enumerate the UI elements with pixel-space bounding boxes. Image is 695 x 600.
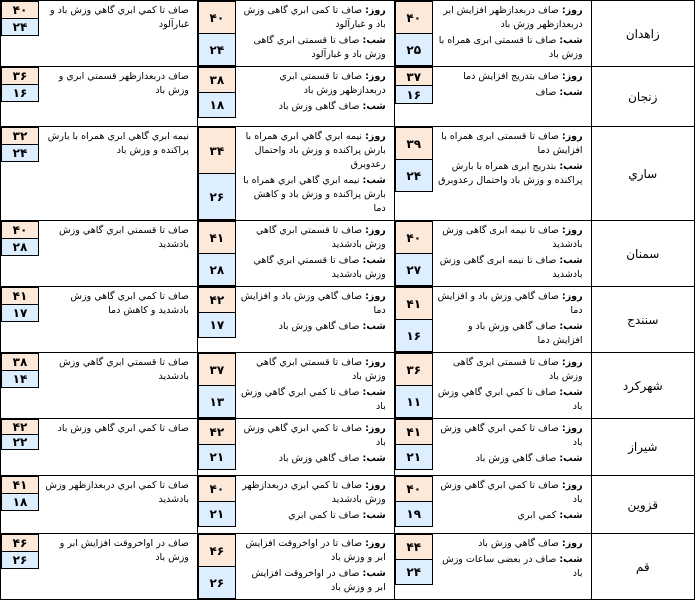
day-label: روز: bbox=[561, 357, 583, 368]
night-text: صاف تا کمي ابري bbox=[288, 510, 360, 521]
city-name: قم bbox=[591, 534, 694, 600]
temperature-pair bbox=[1, 1, 39, 36]
day-text: صاف گاهي وزش باد و افزایش دما bbox=[240, 291, 386, 316]
night-label: شب: bbox=[362, 101, 386, 112]
max-temperature: ۴۲ bbox=[198, 287, 236, 313]
night-label: شب: bbox=[559, 35, 583, 46]
max-temperature: ۴۴ bbox=[395, 534, 433, 560]
temperature-pair bbox=[198, 476, 236, 527]
day-label: روز: bbox=[365, 480, 386, 491]
night-label: شب: bbox=[362, 35, 386, 46]
day2-forecast bbox=[197, 1, 394, 67]
day-text: صاف تا کمي ابري گاهي وزش باد bbox=[243, 423, 386, 448]
day-label: روز: bbox=[365, 131, 386, 142]
night-text: صاف در اواخروقت افزایش ابر و وزش باد bbox=[251, 568, 386, 593]
day-text: صاف تا قسمتي ابري گاهي وزش بادشدید bbox=[256, 225, 386, 250]
min-temperature: ۱۸ bbox=[1, 494, 39, 511]
night-text: صاف تا نیمه ابری گاهی وزش بادشدید bbox=[439, 255, 583, 280]
temperature-pair bbox=[1, 287, 39, 322]
max-temperature: ۴۰ bbox=[395, 476, 433, 502]
max-temperature: ۴۰ bbox=[1, 1, 39, 19]
night-text: صاف تا قسمتی ابري گاهی وزش باد و غبارآلود bbox=[253, 35, 386, 60]
day-text: صاف تا قسمتی ابری همراه با افزایش دما bbox=[441, 131, 583, 156]
max-temperature: ۳۲ bbox=[1, 127, 39, 145]
day3-forecast bbox=[1, 419, 198, 476]
day3-forecast bbox=[1, 287, 198, 353]
min-temperature: ۲۶ bbox=[198, 174, 236, 220]
night-label: شب: bbox=[362, 510, 386, 521]
night-label: شب: bbox=[362, 321, 386, 332]
day3-description bbox=[39, 534, 197, 569]
min-temperature: ۲۱ bbox=[198, 502, 236, 527]
table-row bbox=[1, 67, 695, 127]
day2-description bbox=[236, 534, 394, 599]
temperature-pair bbox=[1, 476, 39, 511]
temperature-pair bbox=[1, 353, 39, 388]
day-label: روز: bbox=[365, 5, 386, 16]
min-temperature: ۱۶ bbox=[395, 86, 433, 104]
day3-text: صاف تا قسمتي ابري گاهي وزش بادشدید bbox=[59, 225, 189, 250]
day2-forecast bbox=[197, 221, 394, 287]
max-temperature: ۴۶ bbox=[198, 534, 236, 567]
min-temperature: ۲۱ bbox=[395, 445, 433, 470]
day1-description bbox=[433, 287, 591, 352]
min-temperature: ۲۴ bbox=[395, 560, 433, 585]
day-text: صاف تا کمي ابري گاهي وزش باد bbox=[440, 423, 583, 448]
min-temperature: ۱۳ bbox=[198, 386, 236, 418]
day3-description bbox=[39, 67, 197, 102]
temperature-pair bbox=[1, 67, 39, 102]
day3-forecast bbox=[1, 353, 198, 419]
max-temperature: ۴۱ bbox=[395, 287, 433, 320]
night-label: شب: bbox=[559, 453, 583, 464]
day3-description bbox=[39, 127, 197, 162]
temperature-pair bbox=[395, 353, 433, 418]
day-text: صاف گاهي وزش باد bbox=[478, 538, 559, 549]
min-temperature: ۱۹ bbox=[395, 502, 433, 527]
day-label: روز: bbox=[365, 357, 386, 368]
day-label: روز: bbox=[365, 225, 386, 236]
day-label: روز: bbox=[365, 423, 386, 434]
city-name: سنندج bbox=[591, 287, 694, 353]
night-label: شب: bbox=[559, 321, 583, 332]
day2-description bbox=[236, 353, 394, 418]
day1-forecast bbox=[394, 476, 591, 534]
night-label: شب: bbox=[559, 554, 583, 565]
night-text: صاف تا کمي ابري گاهي وزش باد bbox=[437, 387, 583, 412]
day-text: صاف تا قسمتی ابري دربعدازظهر وزش باد bbox=[279, 71, 386, 96]
min-temperature: ۱۶ bbox=[395, 320, 433, 352]
day2-forecast bbox=[197, 419, 394, 476]
day-label: روز: bbox=[561, 225, 583, 236]
temperature-pair bbox=[395, 476, 433, 527]
min-temperature: ۱۶ bbox=[1, 85, 39, 102]
day1-forecast bbox=[394, 127, 591, 221]
max-temperature: ۳۴ bbox=[198, 127, 236, 174]
night-text: صاف گاهي وزش باد bbox=[278, 321, 360, 332]
day1-forecast bbox=[394, 287, 591, 353]
day2-description bbox=[236, 476, 394, 527]
table-row bbox=[1, 476, 695, 534]
day-label: روز: bbox=[365, 291, 386, 302]
day3-forecast bbox=[1, 534, 198, 600]
day3-forecast bbox=[1, 127, 198, 221]
day-label: روز: bbox=[561, 480, 583, 491]
day2-forecast bbox=[197, 534, 394, 600]
temperature-pair bbox=[1, 534, 39, 569]
max-temperature: ۳۸ bbox=[1, 353, 39, 371]
temperature-pair bbox=[198, 221, 236, 286]
min-temperature: ۲۸ bbox=[198, 254, 236, 286]
day3-text: صاف تا قسمتي ابري گاهي وزش بادشدید bbox=[59, 357, 189, 382]
city-name: سمنان bbox=[591, 221, 694, 287]
day1-description bbox=[433, 1, 591, 66]
day3-forecast bbox=[1, 476, 198, 534]
temperature-pair bbox=[395, 419, 433, 470]
night-label: شب: bbox=[559, 387, 583, 398]
table-row bbox=[1, 419, 695, 476]
day-label: روز: bbox=[365, 538, 386, 549]
temperature-pair bbox=[395, 127, 433, 192]
day3-forecast bbox=[1, 1, 198, 67]
day3-text: صاف تا کمي ابري دربعدازظهر وزش بادشدید bbox=[45, 480, 189, 505]
day-label: روز: bbox=[561, 131, 583, 142]
day-text: صاف بتدریج افزایش دما bbox=[463, 71, 559, 82]
max-temperature: ۴۲ bbox=[1, 419, 39, 435]
max-temperature: ۴۱ bbox=[198, 221, 236, 254]
day-text: صاف تا در اواخروقت افزایش ابر و وزش باد bbox=[245, 538, 386, 563]
day-text: صاف تا کمی ابري گاهی وزش باد و غبارآلود bbox=[243, 5, 386, 30]
day1-forecast bbox=[394, 221, 591, 287]
temperature-pair bbox=[198, 127, 236, 220]
city-name: شیراز bbox=[591, 419, 694, 476]
day1-forecast bbox=[394, 1, 591, 67]
max-temperature: ۴۶ bbox=[1, 534, 39, 552]
max-temperature: ۴۰ bbox=[395, 221, 433, 254]
day2-description bbox=[236, 1, 394, 66]
temperature-pair bbox=[395, 534, 433, 585]
day3-description bbox=[39, 287, 197, 322]
day1-forecast bbox=[394, 353, 591, 419]
night-label: شب: bbox=[362, 568, 386, 579]
day1-description bbox=[433, 419, 591, 470]
day3-description bbox=[39, 1, 197, 36]
night-text: صاف تا قسمتي ابري گاهي وزش بادشدید bbox=[253, 255, 386, 280]
max-temperature: ۳۹ bbox=[395, 127, 433, 160]
temperature-pair bbox=[395, 1, 433, 66]
min-temperature: ۲۴ bbox=[395, 160, 433, 192]
day-label: روز: bbox=[561, 423, 583, 434]
max-temperature: ۳۸ bbox=[198, 67, 236, 93]
day3-text: صاف در اواخروقت افزایش ابر و وزش باد bbox=[59, 538, 189, 563]
day-text: صاف تا کمي ابري دربعدازظهر وزش بادشدید bbox=[242, 480, 386, 505]
night-text: صاف گاهي وزش باد bbox=[278, 453, 360, 464]
min-temperature: ۲۲ bbox=[1, 435, 39, 450]
min-temperature: ۲۴ bbox=[198, 34, 236, 66]
day-label: روز: bbox=[561, 291, 583, 302]
night-label: شب: bbox=[362, 255, 386, 266]
day3-description bbox=[39, 419, 197, 450]
day2-forecast bbox=[197, 353, 394, 419]
day-text: صاف دربعدازظهر افزایش ابر دربعدازظهر وزش باد bbox=[443, 5, 583, 30]
temperature-pair bbox=[395, 67, 433, 104]
min-temperature: ۲۵ bbox=[395, 34, 433, 66]
day2-forecast bbox=[197, 476, 394, 534]
temperature-pair bbox=[395, 221, 433, 286]
day3-description bbox=[39, 353, 197, 388]
day-text: صاف گاهي وزش باد و افزایش دما bbox=[437, 291, 583, 316]
day3-forecast bbox=[1, 67, 198, 127]
night-text: صاف تا کمي ابري گاهي وزش باد bbox=[241, 387, 386, 412]
day2-forecast bbox=[197, 67, 394, 127]
max-temperature: ۴۰ bbox=[1, 221, 39, 239]
min-temperature: ۲۶ bbox=[1, 552, 39, 569]
min-temperature: ۲۶ bbox=[198, 567, 236, 599]
max-temperature: ۴۱ bbox=[1, 476, 39, 494]
day-label: روز: bbox=[561, 5, 583, 16]
min-temperature: ۱۷ bbox=[1, 305, 39, 322]
night-text: صاف تا قسمتی ابری همراه با وزش باد bbox=[438, 35, 583, 60]
day2-description bbox=[236, 127, 394, 220]
max-temperature: ۴۰ bbox=[198, 1, 236, 34]
min-temperature: ۲۴ bbox=[1, 145, 39, 162]
day3-forecast bbox=[1, 221, 198, 287]
temperature-pair bbox=[198, 287, 236, 338]
day2-description bbox=[236, 221, 394, 286]
day-text: نیمه ابري گاهي ابري همراه با بارش پراکنده و وزش باد واحتمال رعدوبرق bbox=[245, 131, 386, 170]
day1-forecast bbox=[394, 534, 591, 600]
temperature-pair bbox=[198, 353, 236, 418]
night-text: صاف bbox=[535, 87, 557, 98]
night-text: صاف گاهی وزش باد bbox=[278, 101, 360, 112]
night-text: صاف گاهي وزش باد و افزایش دما bbox=[467, 321, 583, 346]
day3-text: نیمه ابري گاهي ابري همراه با بارش پراکنده و وزش باد bbox=[47, 131, 189, 156]
day-label: روز: bbox=[365, 71, 386, 82]
night-text: نیمه ابري گاهي ابري همراه با بارش پراکنده و وزش باد و کاهش دما bbox=[243, 175, 386, 214]
night-label: شب: bbox=[362, 387, 386, 398]
temperature-pair bbox=[1, 127, 39, 162]
night-label: شب: bbox=[362, 453, 386, 464]
max-temperature: ۳۶ bbox=[395, 353, 433, 386]
day-text: صاف تا کمي ابري گاهي وزش باد bbox=[440, 480, 583, 505]
day1-description bbox=[433, 221, 591, 286]
min-temperature: ۱۴ bbox=[1, 371, 39, 388]
day-text: صاف تا قسمتی ابری گاهی وزش باد bbox=[452, 357, 583, 382]
day1-description bbox=[433, 127, 591, 192]
day1-description bbox=[433, 534, 591, 585]
max-temperature: ۴۲ bbox=[198, 419, 236, 445]
city-name: زنجان bbox=[591, 67, 694, 127]
temperature-pair bbox=[1, 221, 39, 256]
min-temperature: ۲۴ bbox=[1, 19, 39, 36]
table-row bbox=[1, 353, 695, 419]
temperature-pair bbox=[198, 534, 236, 599]
temperature-pair bbox=[395, 287, 433, 352]
day3-description bbox=[39, 221, 197, 256]
min-temperature: ۲۸ bbox=[1, 239, 39, 256]
max-temperature: ۳۷ bbox=[198, 353, 236, 386]
day3-text: صاف تا کمي ابري گاهي وزش باد و غبارآلود bbox=[50, 5, 189, 30]
night-text: صاف در بعضی ساعات وزش باد bbox=[442, 554, 583, 579]
day-label: روز: bbox=[561, 71, 583, 82]
day3-description bbox=[39, 476, 197, 511]
min-temperature: ۱۱ bbox=[395, 386, 433, 418]
day3-text: صاف دربعدازظهر قسمتي ابري و وزش باد bbox=[58, 71, 189, 96]
night-label: شب: bbox=[559, 510, 583, 521]
max-temperature: ۳۷ bbox=[395, 67, 433, 86]
night-label: شب: bbox=[559, 161, 583, 172]
max-temperature: ۴۰ bbox=[198, 476, 236, 502]
night-text: کمي ابري bbox=[517, 510, 557, 521]
day1-forecast bbox=[394, 67, 591, 127]
min-temperature: ۲۱ bbox=[198, 445, 236, 470]
day2-description bbox=[236, 419, 394, 470]
temperature-pair bbox=[1, 419, 39, 450]
night-text: بتدریج ابری همراه با بارش پراکنده و وزش باد واحتمال رعدوبرق bbox=[438, 161, 583, 186]
city-name: زاهدان bbox=[591, 1, 694, 67]
day-text: صاف تا قسمتي ابري گاهي وزش باد bbox=[256, 357, 386, 382]
table-row bbox=[1, 1, 695, 67]
table-row bbox=[1, 287, 695, 353]
min-temperature: ۲۷ bbox=[395, 254, 433, 286]
day1-description bbox=[433, 67, 591, 104]
day2-description bbox=[236, 67, 394, 118]
table-row bbox=[1, 534, 695, 600]
day2-forecast bbox=[197, 287, 394, 353]
day1-forecast bbox=[394, 419, 591, 476]
day-label: روز: bbox=[561, 538, 583, 549]
day2-description bbox=[236, 287, 394, 338]
city-name: شهرکرد bbox=[591, 353, 694, 419]
night-label: شب: bbox=[559, 87, 583, 98]
day-text: صاف تا نیمه ابری گاهی وزش بادشدید bbox=[442, 225, 583, 250]
table-row bbox=[1, 127, 695, 221]
temperature-pair bbox=[198, 419, 236, 470]
night-label: شب: bbox=[559, 255, 583, 266]
night-label: شب: bbox=[362, 175, 386, 186]
night-text: صاف گاهي وزش باد bbox=[475, 453, 557, 464]
day3-text: صاف تا کمي ابري گاهي وزش بادشدید و کاهش دما bbox=[70, 291, 189, 316]
max-temperature: ۴۰ bbox=[395, 1, 433, 34]
min-temperature: ۱۷ bbox=[198, 313, 236, 338]
day3-text: صاف تا کمي ابري گاهي وزش باد bbox=[57, 423, 189, 434]
temperature-pair bbox=[198, 1, 236, 66]
day1-description bbox=[433, 476, 591, 527]
day1-description bbox=[433, 353, 591, 418]
max-temperature: ۳۶ bbox=[1, 67, 39, 85]
city-name: قزوین bbox=[591, 476, 694, 534]
min-temperature: ۱۸ bbox=[198, 93, 236, 118]
day2-forecast bbox=[197, 127, 394, 221]
max-temperature: ۴۱ bbox=[395, 419, 433, 445]
table-row bbox=[1, 221, 695, 287]
city-name: ساري bbox=[591, 127, 694, 221]
temperature-pair bbox=[198, 67, 236, 118]
max-temperature: ۴۱ bbox=[1, 287, 39, 305]
